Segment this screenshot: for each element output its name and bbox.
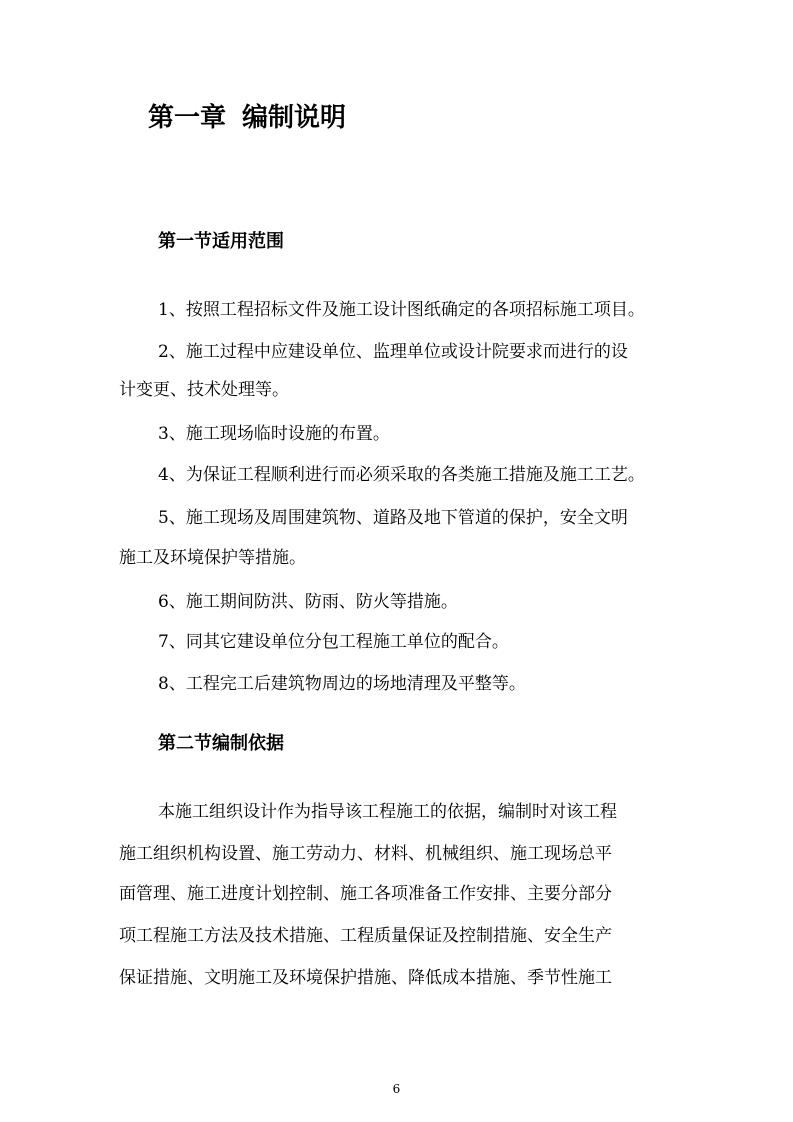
chapter-name: 编制说明	[242, 103, 347, 133]
paragraph-line: 施工组织机构设置、施工劳动力、材料、机械组织、施工现场总平	[119, 844, 612, 864]
chapter-label: 第一章	[148, 103, 227, 133]
paragraph-line: 项工程施工方法及技术措施、工程质量保证及控制措施、安全生产	[119, 926, 612, 946]
list-item-5-continued: 施工及环境保护等措施。	[119, 548, 306, 568]
list-item-6: 6、施工期间防洪、防雨、防火等措施。	[158, 592, 458, 612]
section-heading-basis: 第二节编制依据	[158, 733, 284, 754]
list-item-5: 5、施工现场及周围建筑物、道路及地下管道的保护，安全文明	[158, 508, 628, 528]
list-item-2-continued: 计变更、技术处理等。	[119, 380, 289, 400]
chapter-title	[148, 98, 346, 138]
list-item-1: 1、按照工程招标文件及施工设计图纸确定的各项招标施工项目。	[158, 300, 645, 320]
list-item-7: 7、同其它建设单位分包工程施工单位的配合。	[158, 632, 509, 652]
paragraph-line: 本施工组织设计作为指导该工程施工的依据，编制时对该工程	[158, 802, 617, 822]
paragraph-line: 保证措施、文明施工及环境保护措施、降低成本措施、季节性施工	[119, 968, 612, 988]
page-number: 6	[392, 1082, 401, 1096]
paragraph-line: 面管理、施工进度计划控制、施工各项准备工作安排、主要分部分	[119, 884, 612, 904]
list-item-4: 4、为保证工程顺利进行而必须采取的各类施工措施及施工工艺。	[158, 465, 645, 485]
list-item-8: 8、工程完工后建筑物周边的场地清理及平整等。	[158, 674, 526, 694]
list-item-3: 3、施工现场临时设施的布置。	[158, 424, 390, 444]
section-heading-scope: 第一节适用范围	[158, 231, 284, 252]
list-item-2: 2、施工过程中应建设单位、监理单位或设计院要求而进行的设	[158, 342, 628, 362]
